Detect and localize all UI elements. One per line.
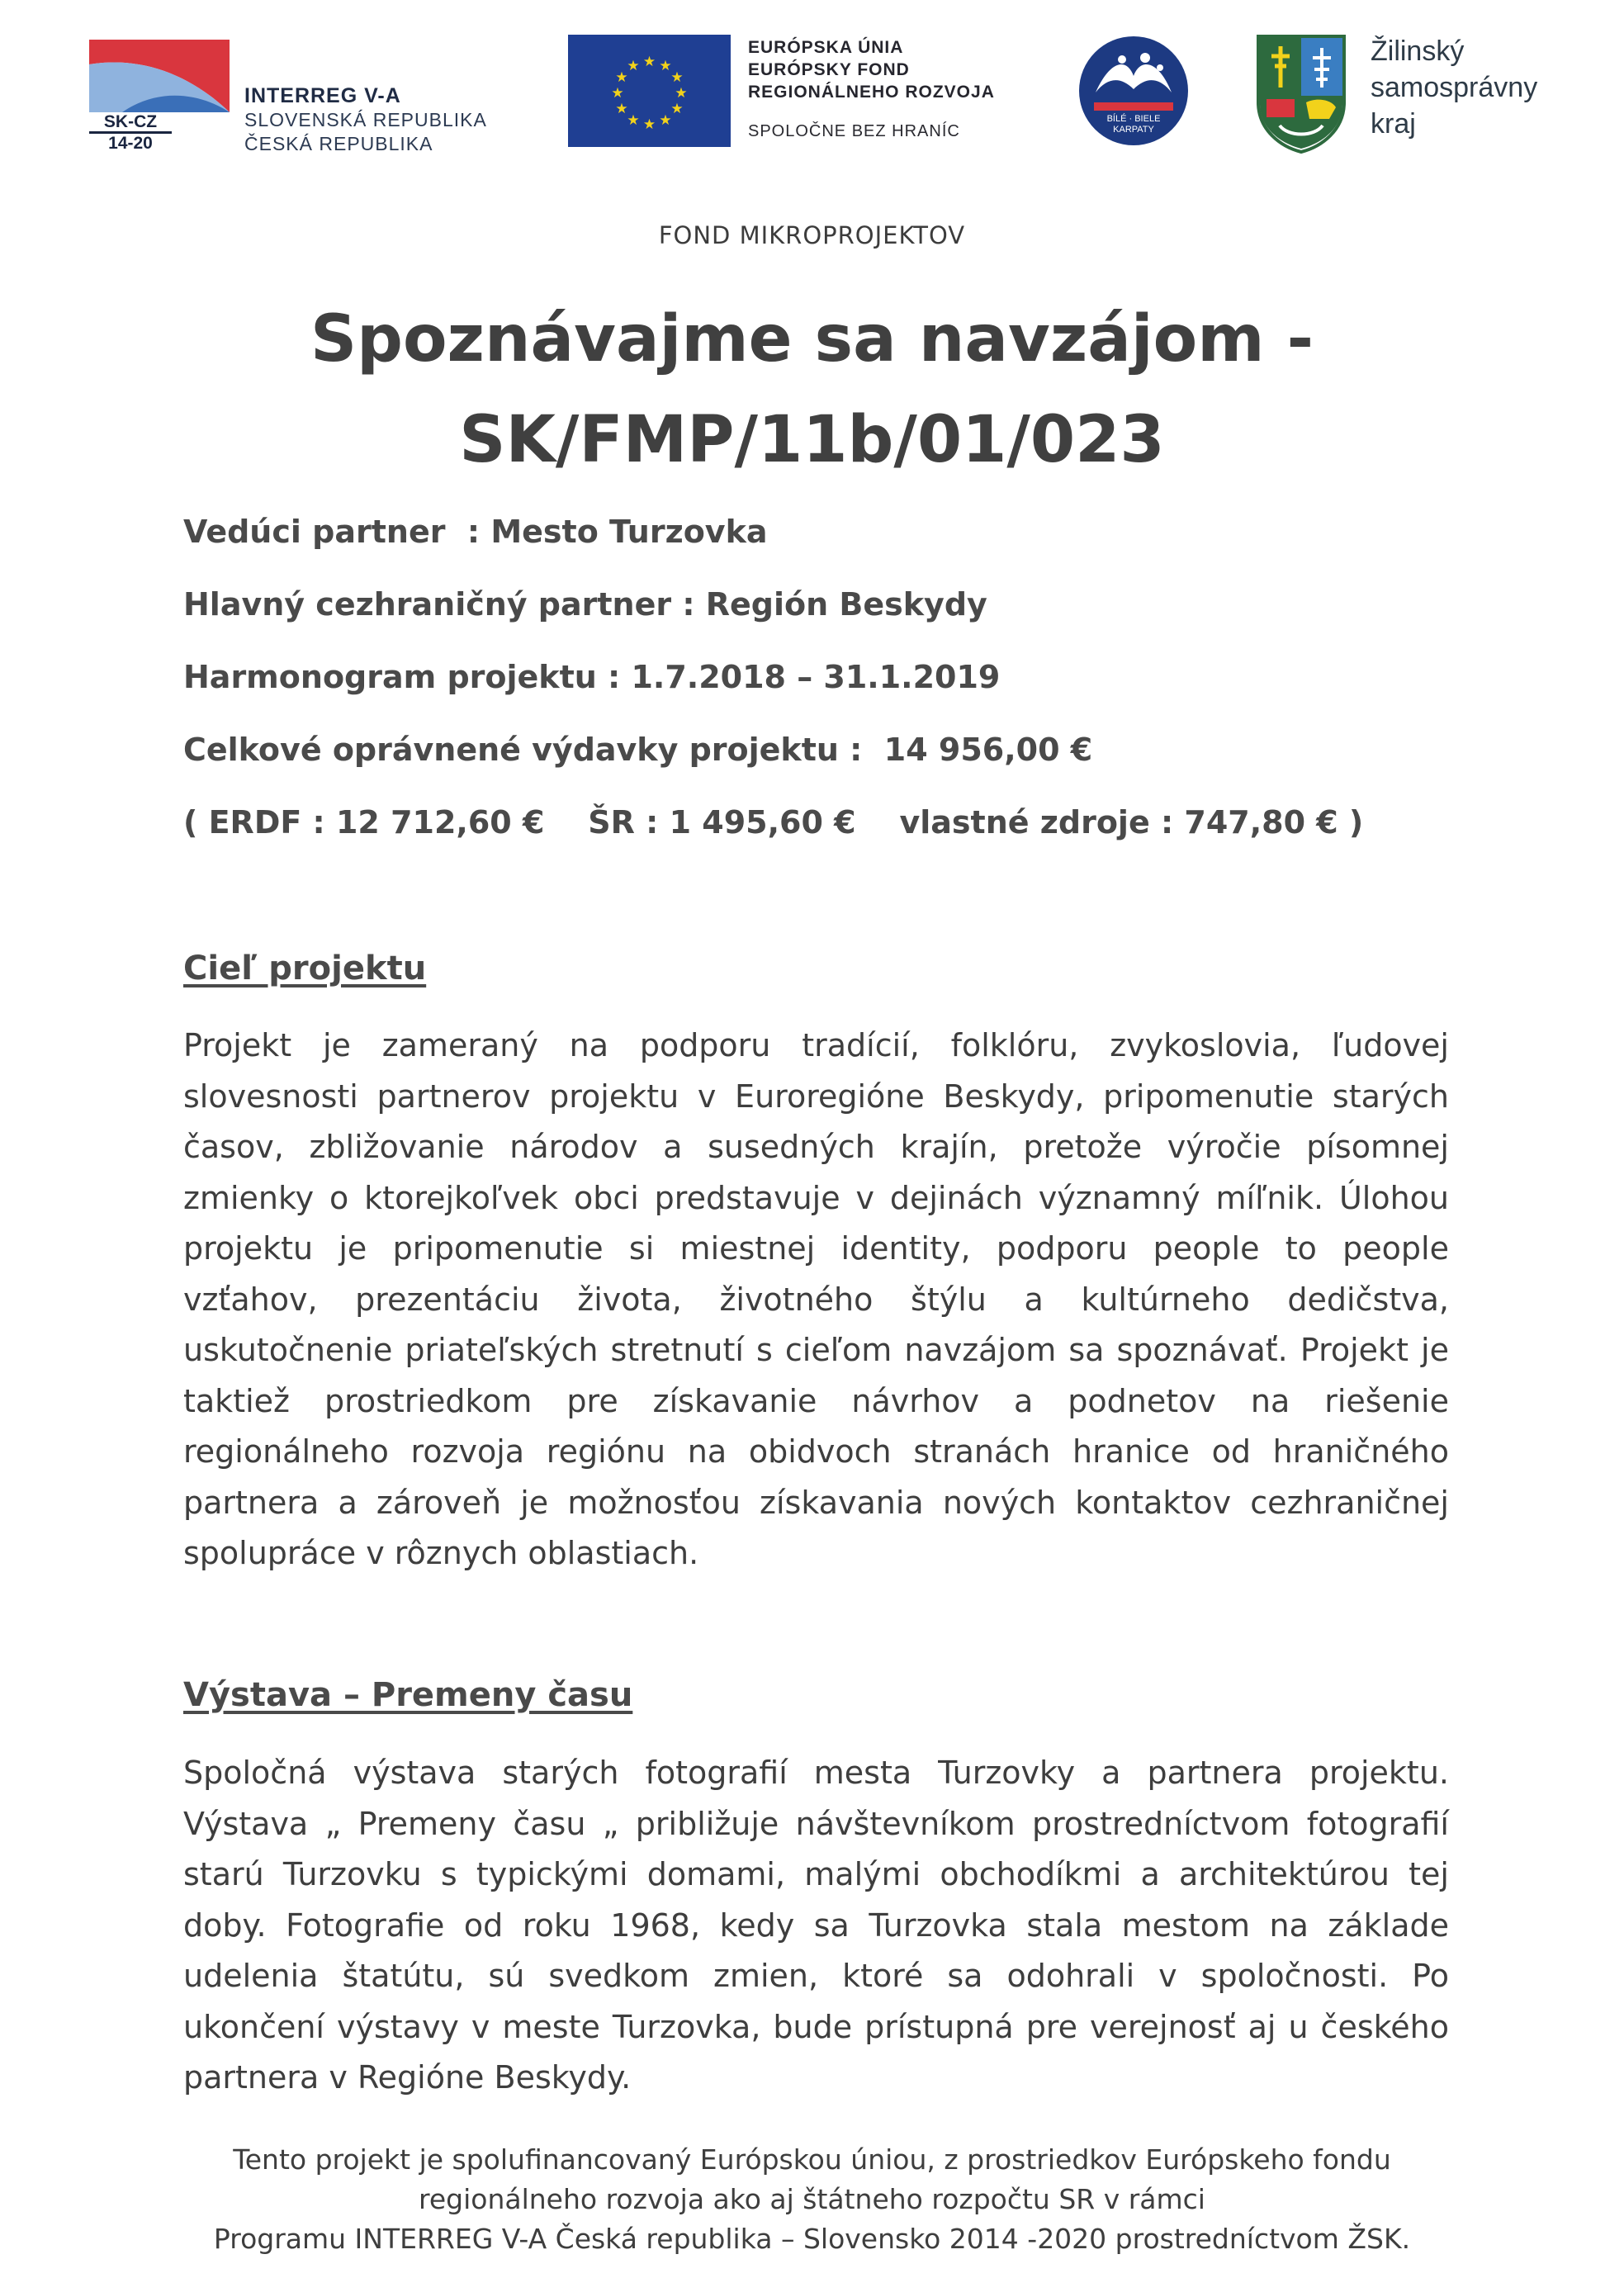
zsk-logo — [1255, 33, 1569, 157]
svg-text:★: ★ — [642, 116, 656, 133]
svg-text:★: ★ — [627, 58, 640, 74]
interreg-logo — [89, 40, 518, 155]
svg-text:★: ★ — [615, 69, 628, 86]
logo-strip — [0, 0, 1624, 182]
svg-text:★: ★ — [670, 101, 684, 117]
interreg-title: INTERREG V-A — [244, 84, 401, 107]
fund-label: FOND MIKROPROJEKTOV — [658, 221, 966, 249]
eu-slogan: SPOLOČNE BEZ HRANÍC — [748, 122, 960, 140]
goal-paragraph: Projekt je zameraný na podporu tradícií, folklóru, zvykoslovia, ľudovej slovesnosti partnerov projektu v Euroregióne Beskydy, pripomenutie starých časov, zbližovanie národov a susedných krajín, pretože výročie písomnej zmienky o ktorejkoľvek obci predstavuje v dejinách významný míľnik. Úlohou projektu je pripomenutie si miestnej identity, podporu people to people vzťahov, prezentáciu života, životného štýlu a kultúrneho dedičstva, uskutočnenie priateľských stretnutí s cieľom navzájom sa spoznávať. Projekt je taktiež prostriedkom pre získavanie návrhov a podnetov na riešenie regionálneho rozvoja regiónu na obidvoch stranách hranice od hraničného partnera a zároveň je možnosťou získavania nových kontaktov cezhraničnej spolupráce v rôznych oblastiach. — [183, 1027, 1449, 1571]
eu-line-2: EURÓPSKY FOND — [748, 60, 910, 79]
funding-footer — [0, 2140, 1624, 2259]
footer-line-2: regionálneho rozvoja ako aj štátneho rozpočtu SR v rámci — [419, 2183, 1205, 2215]
page-title — [0, 289, 1624, 490]
eu-flag-icon — [568, 35, 731, 147]
svg-text:★: ★ — [659, 58, 672, 74]
karpaty-line-1: BÍLÉ · BIELE — [1106, 114, 1161, 124]
project-schedule: Harmonogram projektu : 1.7.2018 – 31.1.2019 — [183, 659, 1001, 695]
footer-line-3: Programu INTERREG V-A Česká republika – Slovensko 2014 -2020 prostredníctvom ŽSK. — [213, 2223, 1411, 2255]
exhibition-heading: Výstava – Premeny času — [183, 1676, 633, 1714]
eu-line-3: REGIONÁLNEHO ROZVOJA — [748, 83, 995, 102]
interreg-badge-line1: SK-CZ — [89, 112, 172, 134]
svg-text:★: ★ — [627, 112, 640, 129]
eu-line-1: EURÓPSKA ÚNIA — [748, 38, 904, 57]
main-partner: Hlavný cezhraničný partner : Región Beskydy — [183, 586, 987, 623]
interreg-country-2: ČESKÁ REPUBLIKA — [244, 133, 433, 154]
funding-breakdown: ( ERDF : 12 712,60 € ŠR : 1 495,60 € vlastné zdroje : 747,80 € ) — [183, 804, 1364, 841]
svg-text:★: ★ — [659, 112, 672, 129]
svg-text:★: ★ — [670, 69, 684, 86]
eu-stars-icon — [568, 35, 731, 147]
interreg-badge-line2: 14-20 — [108, 134, 153, 153]
zsk-line-1: Žilinský — [1371, 36, 1465, 67]
interreg-emblem-icon — [89, 40, 230, 114]
zsk-coat-of-arms-icon — [1255, 33, 1347, 154]
karpaty-logo — [1077, 35, 1190, 147]
karpaty-line-2: KARPATY — [1113, 125, 1154, 135]
eu-logo — [568, 35, 1030, 150]
footer-line-1: Tento projekt je spolufinancovaný Európskou úniou, z prostriedkov Európskeho fondu — [233, 2143, 1391, 2176]
zsk-line-3: kraj — [1371, 108, 1416, 140]
lead-partner: Vedúci partner : Mesto Turzovka — [183, 514, 768, 550]
exhibition-paragraph: Spoločná výstava starých fotografií mesta Turzovky a partnera projektu. Výstava „ Premeny času „ približuje návštevníkom prostredníctvom fotografií starú Turzovku s typickými domami, malými obchodíkmi a architektúrou tej doby. Fotografie od roku 1968, kedy sa Turzovka stala mestom na základe udelenia štatútu, sú svedkom zmien, ktoré sa odohrali v spoločnosti. Po ukončení výstavy v meste Turzovka, bude prístupná pre verejnosť aj u českého partnera v Regióne Beskydy. — [183, 1755, 1449, 2096]
goal-heading: Cieľ projektu — [183, 950, 427, 987]
title-line-2: SK/FMP/11b/01/023 — [459, 403, 1165, 477]
eligible-expenses: Celkové oprávnené výdavky projektu : 14 956,00 € — [183, 732, 1093, 768]
zsk-line-2: samosprávny — [1371, 72, 1538, 103]
interreg-badge — [89, 112, 172, 152]
title-line-1: Spoznávajme sa navzájom - — [310, 302, 1314, 377]
svg-text:★: ★ — [611, 85, 624, 102]
svg-text:★: ★ — [615, 101, 628, 117]
interreg-country-1: SLOVENSKÁ REPUBLIKA — [244, 109, 487, 130]
svg-text:★: ★ — [675, 85, 688, 102]
svg-text:★: ★ — [642, 54, 656, 70]
